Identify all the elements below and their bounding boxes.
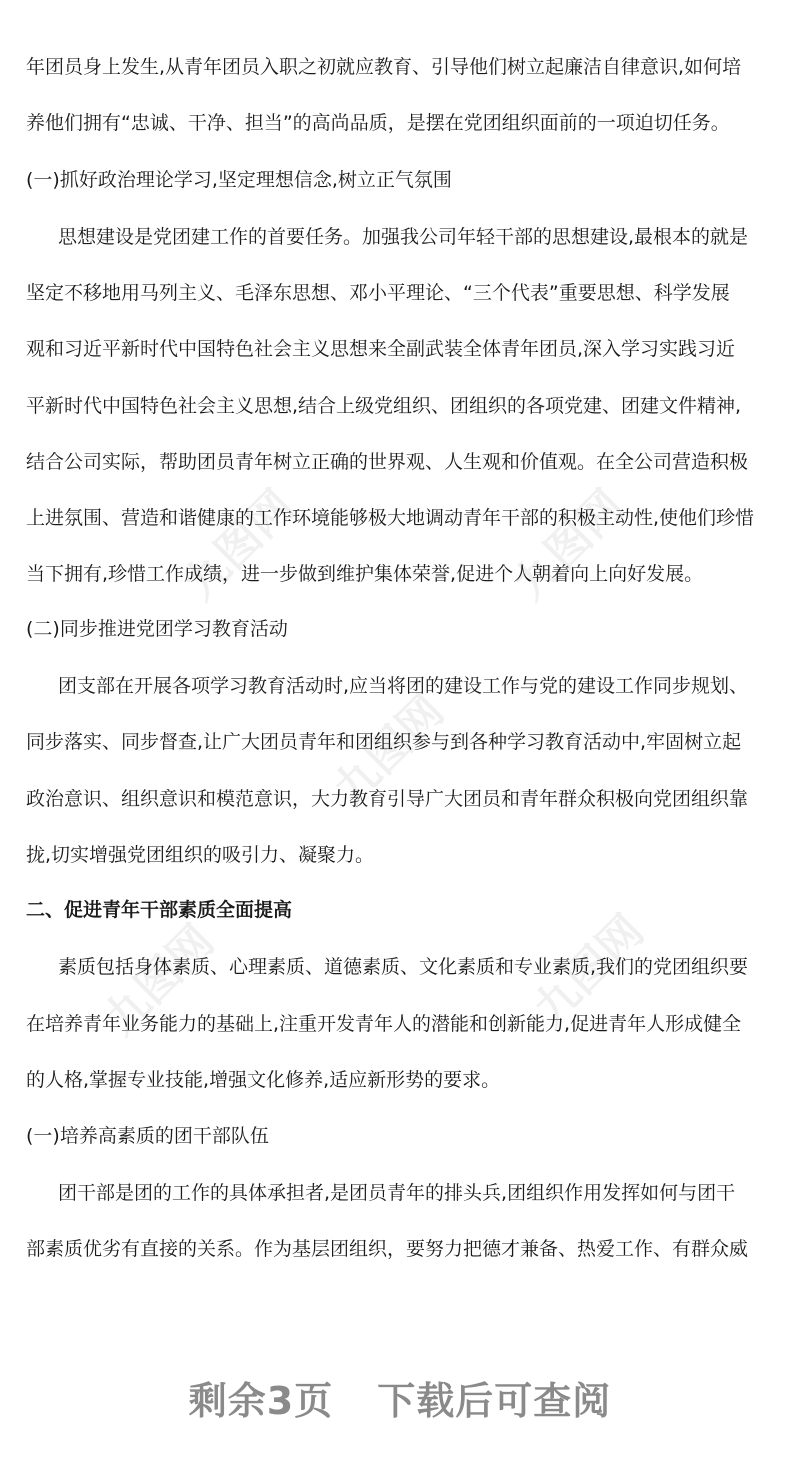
text-line: 上进氛围、营造和谐健康的工作环境能够极大地调动青年干部的积极主动性,使他们珍惜 xyxy=(26,507,755,529)
text-line: 同步落实、同步督查,让广大团员青年和团组织参与到各种学习教育活动中,牢固树立起 xyxy=(26,731,742,753)
text-line: 结合公司实际，帮助团员青年树立正确的世界观、人生观和价值观。在全公司营造积极 xyxy=(26,451,749,473)
watermark: 九图网 xyxy=(94,915,224,1045)
watermark: 九图网 xyxy=(504,480,634,610)
subheading: (一)抓好政治理论学习,坚定理想信念,树立正气氛围 xyxy=(26,169,452,191)
text-line: 平新时代中国特色社会主义思想,结合上级党组织、团组织的各项党建、团建文件精神, xyxy=(26,395,742,417)
paragraph-start: 团干部是团的工作的具体承担者,是团员青年的排头兵,团组织作用发挥如何与团干 xyxy=(58,1182,736,1204)
watermark: 九图网 xyxy=(324,685,454,815)
watermark: 九图网 xyxy=(524,905,654,1035)
text-line: 坚定不移地用马列主义、毛泽东思想、邓小平理论、“三个代表”重要思想、科学发展 xyxy=(26,282,730,304)
text-line: 在培养青年业务能力的基础上,注重开发青年人的潜能和创新能力,促进青年人形成健全 xyxy=(26,1013,742,1035)
text-line: 观和习近平新时代中国特色社会主义思想来全副武装全体青年团员,深入学习实践习近 xyxy=(26,338,736,360)
paragraph-start: 思想建设是党团建工作的首要任务。加强我公司年轻干部的思想建设,最根本的就是 xyxy=(58,226,749,248)
subheading: (二)同步推进党团学习教育活动 xyxy=(26,618,288,640)
text-line: 政治意识、组织意识和模范意识，大力教育引导广大团员和青年群众积极向党团组织靠 xyxy=(26,788,749,810)
section-heading: 二、促进青年干部素质全面提高 xyxy=(26,899,293,921)
remaining-pages-label: 剩余3页 xyxy=(188,1379,334,1423)
download-prompt[interactable] xyxy=(0,1370,800,1425)
text-line: 年团员身上发生,从青年团员入职之初就应教育、引导他们树立起廉洁自律意识,如何培 xyxy=(26,56,742,78)
text-line: 拢,切实增强党团组织的吸引力、凝聚力。 xyxy=(26,844,375,866)
text-line: 的人格,掌握专业技能,增强文化修养,适应新形势的要求。 xyxy=(26,1069,501,1091)
download-to-view-label: 下载后可查阅 xyxy=(377,1379,612,1423)
subheading: (一)培养高素质的团干部队伍 xyxy=(26,1125,269,1147)
watermark: 九图网 xyxy=(174,480,304,610)
text-line: 部素质优劣有直接的关系。作为基层团组织，要努力把德才兼备、热爱工作、有群众威 xyxy=(26,1238,749,1260)
text-line: 当下拥有,珍惜工作成绩，进一步做到维护集体荣誉,促进个人朝着向上向好发展。 xyxy=(26,563,704,585)
paragraph-start: 团支部在开展各项学习教育活动时,应当将团的建设工作与党的建设工作同步规划、 xyxy=(58,675,749,697)
text-line: 养他们拥有“忠诚、干净、担当”的高尚品质，是摆在党团组织面前的一项迫切任务。 xyxy=(26,112,730,134)
paragraph-start: 素质包括身体素质、心理素质、道德素质、文化素质和专业素质,我们的党团组织要 xyxy=(58,956,749,978)
